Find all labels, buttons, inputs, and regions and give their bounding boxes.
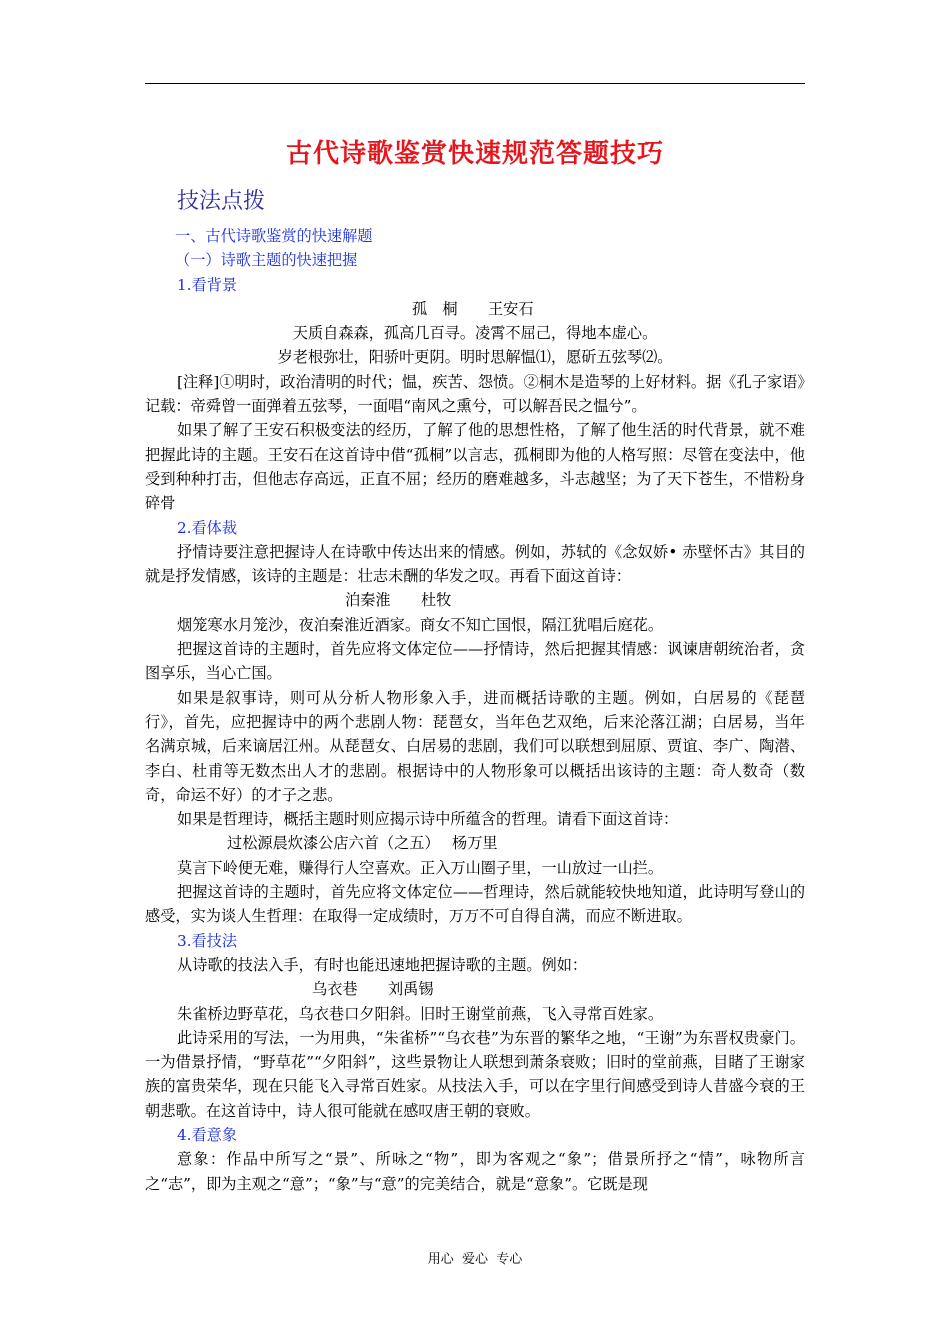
poem-title: 乌衣巷 刘禹锡 [312,980,434,999]
body-paragraph: 如果是叙事诗，则可从分析人物形象入手，进而概括诗歌的主题。例如，白居易的《琵琶行》，首先，应把握诗中的两个悲剧人物：琵琶女，当年色艺双绝，后来沦落江湖；白居易，当年名满京城，后来谪居江州。从琵琶女、白居易的悲剧，我们可以联想到屈原、贾谊、李广、陶潜、李白、杜甫等无数杰出人才的悲剧。根据诗中的人物形象可以概括出该诗的主题：奇人数奇（数奇，命运不好）的才子之悲。 [145,688,805,804]
heading-1-1: （一）诗歌主题的快速把握 [175,251,358,270]
section-subtitle: 技法点拨 [177,189,266,214]
heading-item-4: 4.看意象 [177,1125,238,1144]
body-paragraph: 把握这首诗的主题时，首先应将文体定位——抒情诗，然后把握其情感：讽谏唐朝统治者，贪图享乐，当心亡国。 [145,640,805,683]
body-paragraph: 把握这首诗的主题时，首先应将文体定位——哲理诗，然后就能较快地知道，此诗明写登山的感受，实为谈人生哲理：在取得一定成绩时，万万不可自得自满，而应不断进取。 [145,883,805,926]
poem-line: 朱雀桥边野草花，乌衣巷口夕阳斜。旧时王谢堂前燕，飞入寻常百姓家。 [177,1004,663,1023]
heading-item-3: 3.看技法 [177,931,238,950]
heading-1: 一、古代诗歌鉴赏的快速解题 [175,227,373,245]
body-paragraph: 从诗歌的技法入手，有时也能迅速地把握诗歌的主题。例如： [177,955,588,974]
page-footer: 用心 爱心 专心 [427,1252,523,1267]
body-paragraph: 抒情诗要注意把握诗人在诗歌中传达出来的情感。例如，苏轼的《念奴娇• 赤壁怀古》其目的就是抒发情感，该诗的主题是：壮志未酬的华发之叹。再看下面这首诗： [145,542,805,586]
header-rule [145,83,805,84]
poem-line: 烟笼寒水月笼沙，夜泊秦淮近酒家。商女不知亡国恨，隔江犹唱后庭花。 [177,615,663,634]
annotation-paragraph: [注释]①明时，政治清明的时代；愠，疾苦、怨愤。②桐木是造琴的上好材料。据《孔子家语》记载：帝舜曾一面弹着五弦琴，一面唱“南风之熏兮，可以解吾民之愠兮”。 [145,372,805,416]
body-paragraph: 如果了解了王安石积极变法的经历，了解了他的思想性格，了解了他生活的时代背景，就不难把握此诗的主题。王安石在这首诗中借“孤桐”以言志，孤桐即为他的人格写照：尽管在变法中，他受到种种打击，但他志存高远，正直不屈；经历的磨难越多，斗志越坚；为了天下苍生，不惜粉身碎骨 [145,421,805,513]
heading-item-1: 1.看背景 [177,275,238,294]
document-body [145,224,805,1196]
poem-line: 天质自森森，孤高几百寻。凌霄不屈己，得地本虚心。 [292,324,658,343]
poem-title: 泊秦淮 杜牧 [345,591,452,610]
poem-title: 过松源晨炊漆公店六首（之五） 杨万里 [227,834,498,853]
body-paragraph: 此诗采用的写法，一为用典，“朱雀桥”“乌衣巷”为东晋的繁华之地，“王谢”为东晋权贵豪门。一为借景抒情，“野草花”“夕阳斜”，这些景物让人联想到萧条衰败；旧时的堂前燕，目睹了王谢家族的富贵荣华，现在只能飞入寻常百姓家。从技法入手，可以在字里行间感受到诗人昔盛今衰的王朝悲歌。在这首诗中，诗人很可能就在感叹唐王朝的衰败。 [145,1028,805,1120]
heading-item-2: 2.看体裁 [177,518,238,537]
body-paragraph: 意象：作品中所写之“景”、所咏之“物”，即为客观之“象”；借景所抒之“情”，咏物所言之“志”，即为主观之“意”；“象”与“意”的完美结合，就是“意象”。它既是现 [145,1150,805,1193]
body-paragraph: 如果是哲理诗，概括主题时则应揭示诗中所蕴含的哲理。请看下面这首诗： [177,810,679,829]
document-title: 古代诗歌鉴赏快速规范答题技巧 [285,139,664,169]
poem-title: 孤 桐 王安石 [412,299,534,318]
poem-line: 岁老根弥壮，阳骄叶更阴。明时思解愠⑴，愿斫五弦琴⑵。 [277,348,673,367]
poem-line: 莫言下岭便无难，赚得行人空喜欢。正入万山圈子里，一山放过一山拦。 [177,858,663,877]
